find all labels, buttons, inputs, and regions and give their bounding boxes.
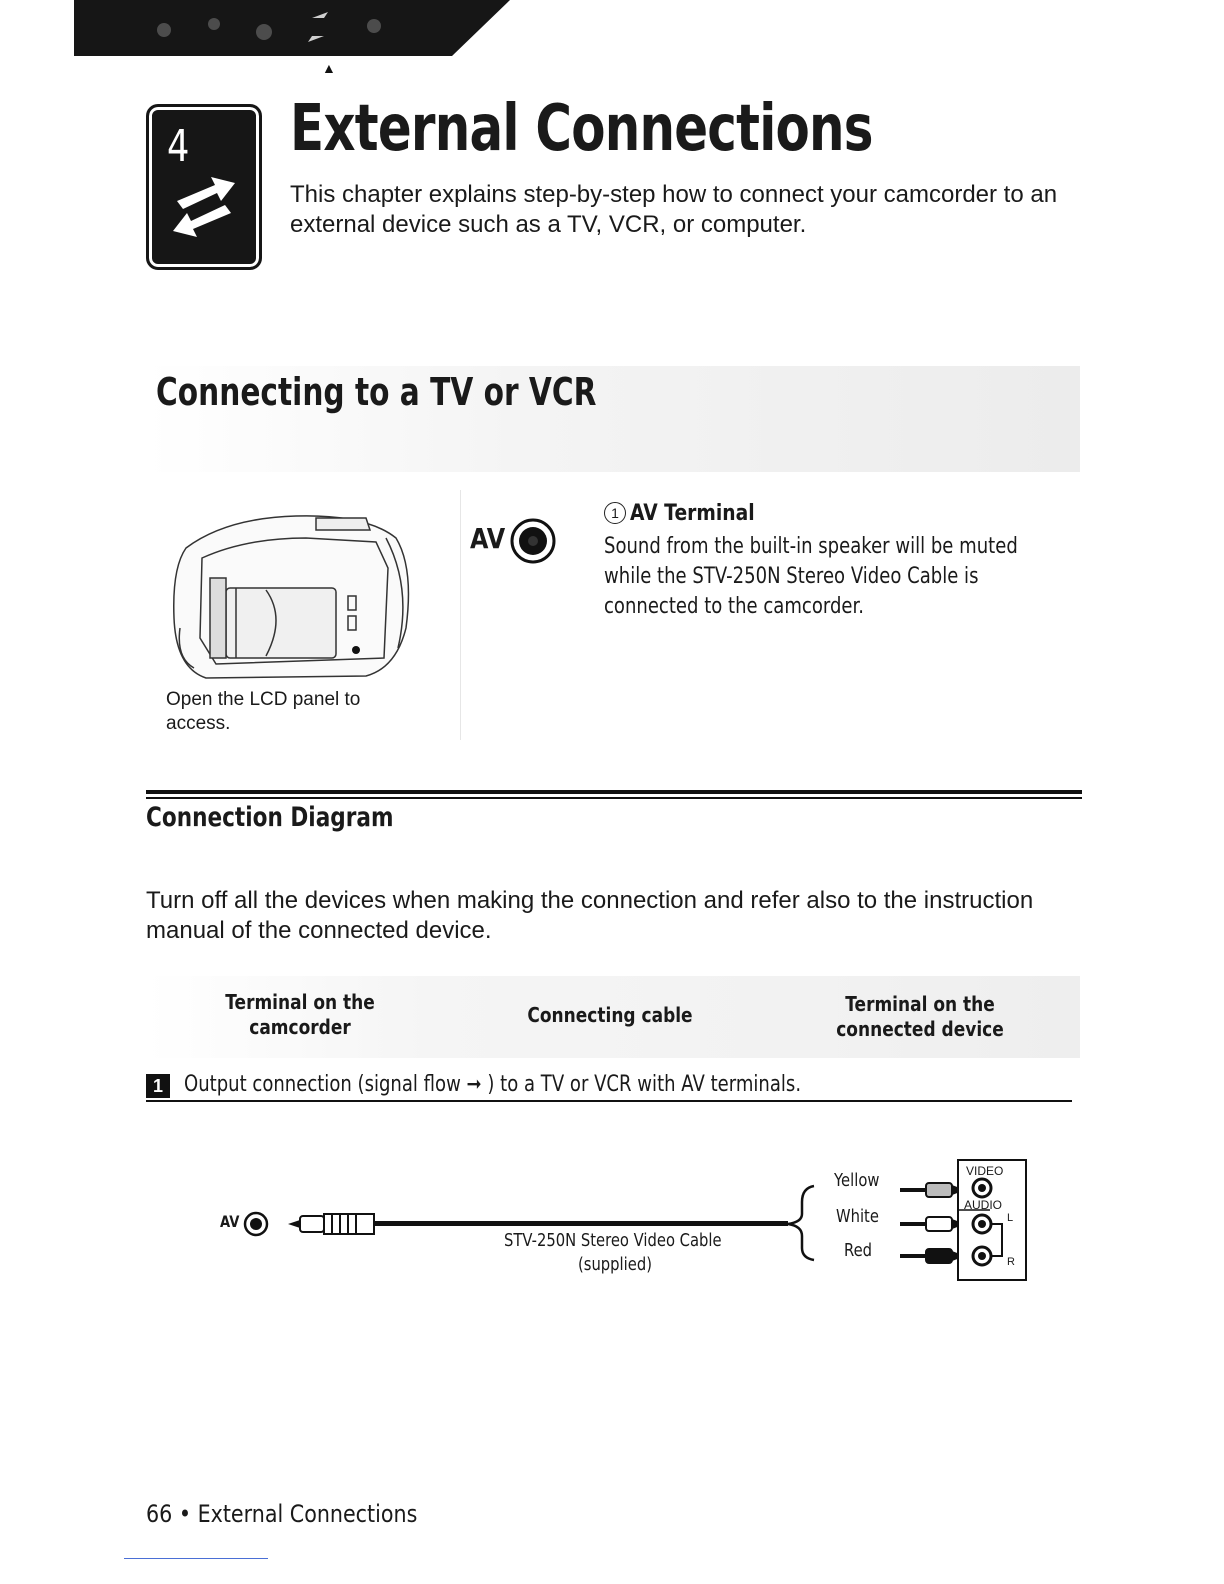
chapter-icons-banner (74, 0, 510, 56)
av-jack-icon (508, 516, 558, 566)
page-number: 66 (146, 1500, 173, 1528)
connection-diagram-title: Connection Diagram (146, 802, 394, 833)
cable-supplied-note: (supplied) (578, 1254, 652, 1275)
column-divider (460, 490, 461, 740)
column-header-connecting-cable: Connecting cable (527, 1003, 693, 1027)
section-rule-thin (146, 797, 1082, 799)
av-terminal-heading-text: AV Terminal (630, 501, 755, 526)
callout-number: 1 (604, 502, 626, 524)
plug-label-white: White (836, 1206, 879, 1227)
section-rule (146, 790, 1082, 794)
column-header-device-terminal: Terminal on the connected device (836, 992, 1004, 1041)
av-terminal-description: Sound from the built-in speaker will be muted while the STV-250N Stereo Video Cable is connected to the camcorder. (604, 534, 1018, 619)
step-rule (146, 1100, 1072, 1102)
section-title: Connecting to a TV or VCR (156, 370, 597, 414)
plug-label-yellow: Yellow (834, 1170, 880, 1191)
external-connections-icon (169, 167, 239, 247)
chapter-tab (146, 104, 262, 270)
camcorder-illustration (166, 508, 416, 688)
chapter-title: External Connections (290, 92, 873, 166)
chapter-number: 4 (167, 121, 190, 172)
column-header-camcorder-terminal: Terminal on the camcorder (225, 990, 375, 1039)
footer-link-underline (124, 1558, 268, 1559)
footer-bullet: • (178, 1500, 192, 1528)
plug-label-red: Red (844, 1240, 873, 1261)
connection-instructions: Turn off all the devices when making the connection and refer also to the instruction manual of the connected device. (146, 887, 1034, 944)
diagram-av-label: AV (220, 1212, 240, 1231)
page-footer (146, 1500, 417, 1528)
device-video-label: VIDEO (966, 1164, 1004, 1178)
cable-name-label: STV-250N Stereo Video Cable (504, 1230, 722, 1251)
cable-connection-diagram (200, 1150, 1040, 1290)
av-terminal-heading (604, 500, 777, 526)
step-number-badge: 1 (146, 1074, 170, 1098)
chapter-intro: This chapter explains step-by-step how to connect your camcorder to an external device such as a TV, VCR, or computer. (290, 181, 1058, 238)
device-audio-left-label: L (1007, 1212, 1014, 1224)
footer-section-name: External Connections (197, 1500, 418, 1528)
current-chapter-marker-icon: ▲ (322, 60, 336, 76)
device-audio-right-label: R (1007, 1256, 1015, 1268)
device-audio-label: AUDIO (964, 1198, 1003, 1212)
camcorder-caption: Open the LCD panel to access. (166, 689, 361, 734)
av-terminal-label: AV (470, 522, 506, 555)
step-description: Output connection (signal flow ➞ ) to a TV or VCR with AV terminals. (184, 1072, 802, 1097)
